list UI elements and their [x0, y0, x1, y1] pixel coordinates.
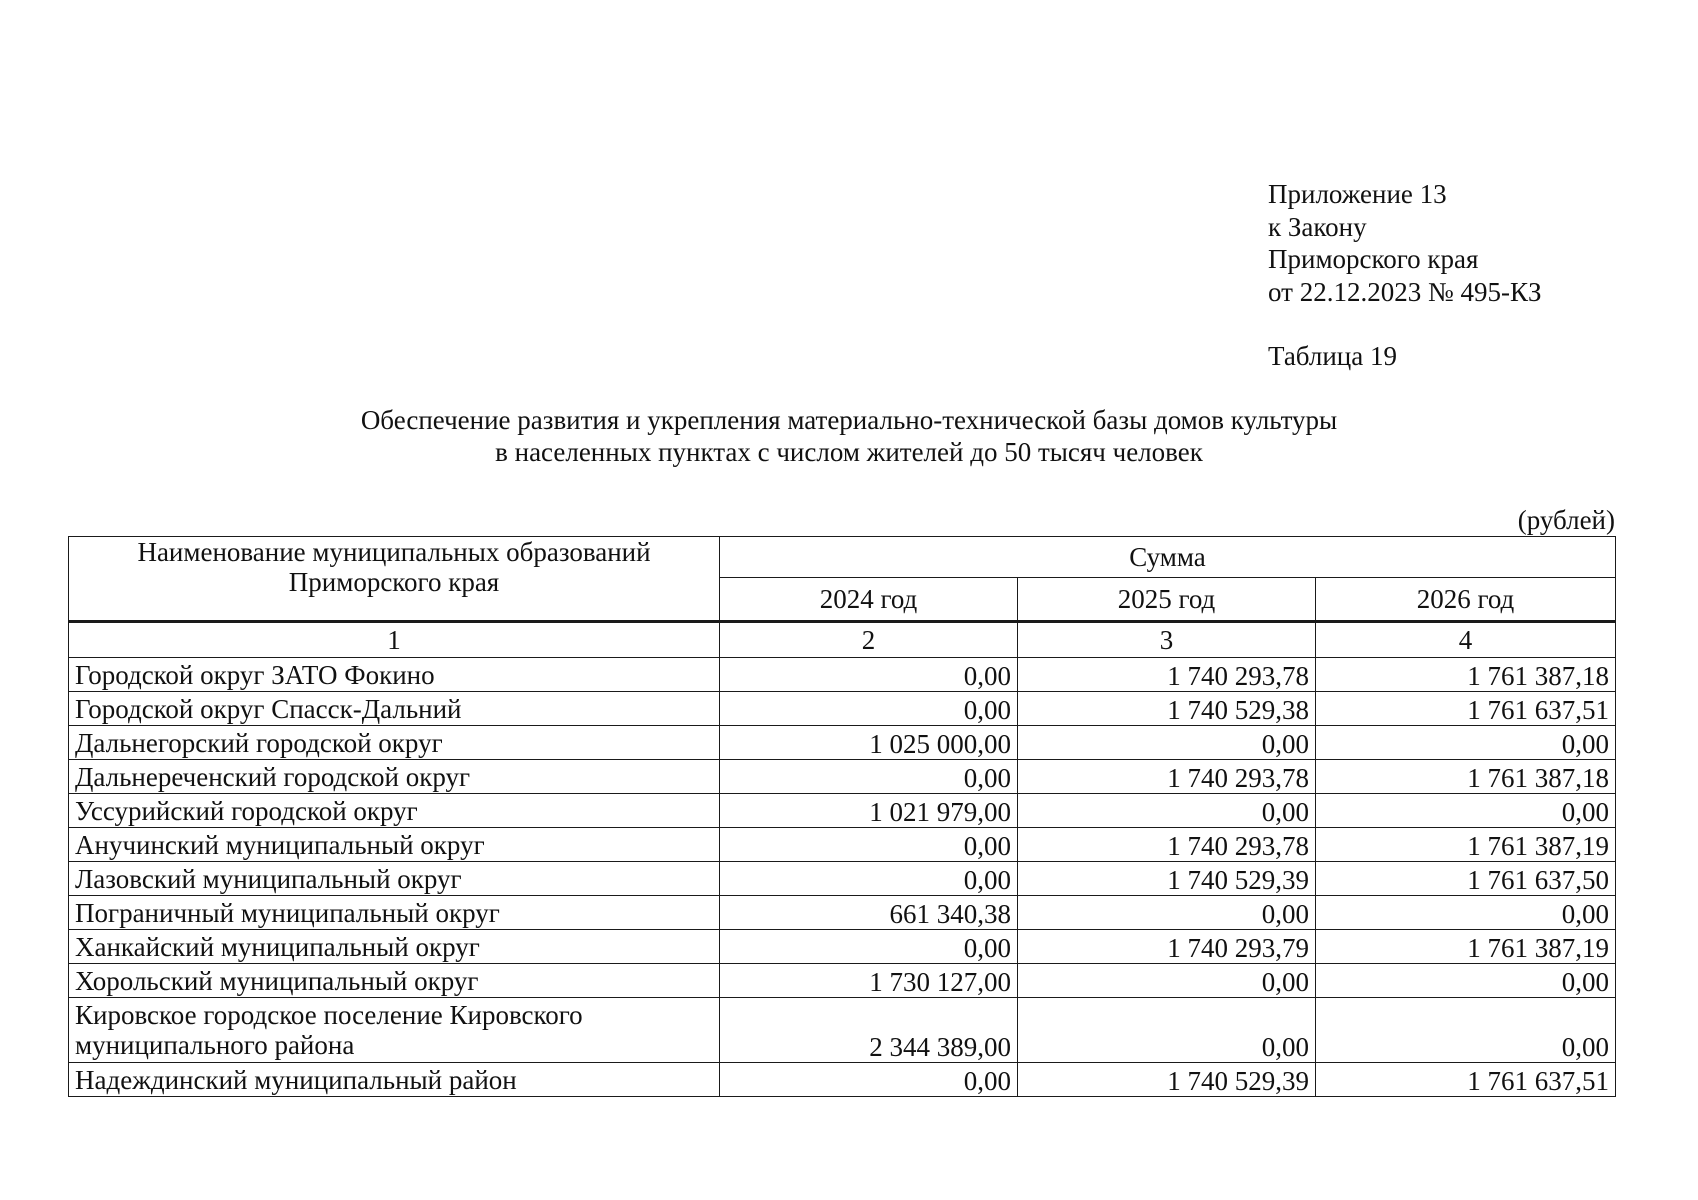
municipality-name: Городской округ Спасск-Дальний	[69, 692, 720, 726]
table-row	[69, 862, 1616, 896]
header-municipality-name: Наименование муниципальных образований Приморского края	[69, 537, 720, 622]
amount-2024: 661 340,38	[720, 896, 1018, 930]
amount-2026: 0,00	[1316, 794, 1616, 828]
amount-2025: 0,00	[1018, 998, 1316, 1063]
appendix-line: Приморского края	[1268, 244, 1479, 274]
header-year-2026: 2026 год	[1316, 578, 1616, 622]
unit-label: (рублей)	[1517, 505, 1615, 535]
title-line-1: Обеспечение развития и укрепления материально-технической базы домов культуры	[360, 405, 1338, 435]
amount-2025: 0,00	[1018, 964, 1316, 998]
column-number: 1	[69, 622, 720, 658]
amount-2026: 0,00	[1316, 896, 1616, 930]
amount-2026: 0,00	[1316, 998, 1616, 1063]
allocation-table	[68, 536, 1616, 1097]
amount-2024: 0,00	[720, 692, 1018, 726]
amount-2024: 1 025 000,00	[720, 726, 1018, 760]
amount-2024: 0,00	[720, 930, 1018, 964]
municipality-name: Анучинский муниципальный округ	[69, 828, 720, 862]
amount-2025: 1 740 529,39	[1018, 1063, 1316, 1097]
municipality-name: Дальнегорский городской округ	[69, 726, 720, 760]
column-number: 2	[720, 622, 1018, 658]
municipality-name: Пограничный муниципальный округ	[69, 896, 720, 930]
column-number: 4	[1316, 622, 1616, 658]
appendix-reference	[1268, 178, 1541, 308]
amount-2024: 0,00	[720, 828, 1018, 862]
amount-2026: 1 761 387,19	[1316, 828, 1616, 862]
amount-2026: 1 761 637,51	[1316, 692, 1616, 726]
table-row	[69, 760, 1616, 794]
amount-2026: 1 761 387,18	[1316, 658, 1616, 692]
table-row	[69, 964, 1616, 998]
table-number: Таблица 19	[1268, 341, 1397, 371]
amount-2024: 1 730 127,00	[720, 964, 1018, 998]
column-number-row	[69, 622, 1616, 658]
amount-2025: 1 740 293,78	[1018, 828, 1316, 862]
amount-2024: 2 344 389,00	[720, 998, 1018, 1063]
amount-2025: 1 740 293,78	[1018, 658, 1316, 692]
header-sum: Сумма	[720, 537, 1616, 578]
amount-2026: 0,00	[1316, 964, 1616, 998]
table-row	[69, 998, 1616, 1063]
amount-2024: 0,00	[720, 658, 1018, 692]
amount-2025: 0,00	[1018, 896, 1316, 930]
amount-2025: 1 740 529,38	[1018, 692, 1316, 726]
amount-2024: 1 021 979,00	[720, 794, 1018, 828]
appendix-line: Приложение 13	[1268, 179, 1447, 209]
amount-2026: 1 761 637,51	[1316, 1063, 1616, 1097]
amount-2026: 1 761 387,19	[1316, 930, 1616, 964]
table-row	[69, 828, 1616, 862]
municipality-name: Кировское городское поселение Кировского муниципального района	[69, 998, 720, 1063]
table-row	[69, 658, 1616, 692]
amount-2025: 1 740 293,78	[1018, 760, 1316, 794]
amount-2024: 0,00	[720, 1063, 1018, 1097]
table-row	[69, 896, 1616, 930]
amount-2024: 0,00	[720, 760, 1018, 794]
header-year-2024: 2024 год	[720, 578, 1018, 622]
amount-2025: 1 740 529,39	[1018, 862, 1316, 896]
municipality-name: Дальнереченский городской округ	[69, 760, 720, 794]
table-row	[69, 794, 1616, 828]
amount-2025: 1 740 293,79	[1018, 930, 1316, 964]
municipality-name: Хорольский муниципальный округ	[69, 964, 720, 998]
municipality-name: Лазовский муниципальный округ	[69, 862, 720, 896]
amount-2026: 0,00	[1316, 726, 1616, 760]
table-row	[69, 692, 1616, 726]
amount-2026: 1 761 387,18	[1316, 760, 1616, 794]
municipality-name: Ханкайский муниципальный округ	[69, 930, 720, 964]
appendix-line: к Закону	[1268, 211, 1367, 242]
amount-2025: 0,00	[1018, 726, 1316, 760]
table-row	[69, 726, 1616, 760]
amount-2024: 0,00	[720, 862, 1018, 896]
amount-2025: 0,00	[1018, 794, 1316, 828]
header-year-2025: 2025 год	[1018, 578, 1316, 622]
municipality-name: Уссурийский городской округ	[69, 794, 720, 828]
table-header-row	[69, 537, 1616, 578]
table-row	[69, 930, 1616, 964]
table-row	[69, 1063, 1616, 1097]
title-line-2: в населенных пунктах с числом жителей до 50 тысяч человек	[495, 437, 1203, 467]
column-number: 3	[1018, 622, 1316, 658]
appendix-line: от 22.12.2023 № 495-КЗ	[1268, 276, 1542, 307]
municipality-name: Городской округ ЗАТО Фокино	[69, 658, 720, 692]
municipality-name: Надеждинский муниципальный район	[69, 1063, 720, 1097]
amount-2026: 1 761 637,50	[1316, 862, 1616, 896]
document-title	[0, 404, 1698, 468]
